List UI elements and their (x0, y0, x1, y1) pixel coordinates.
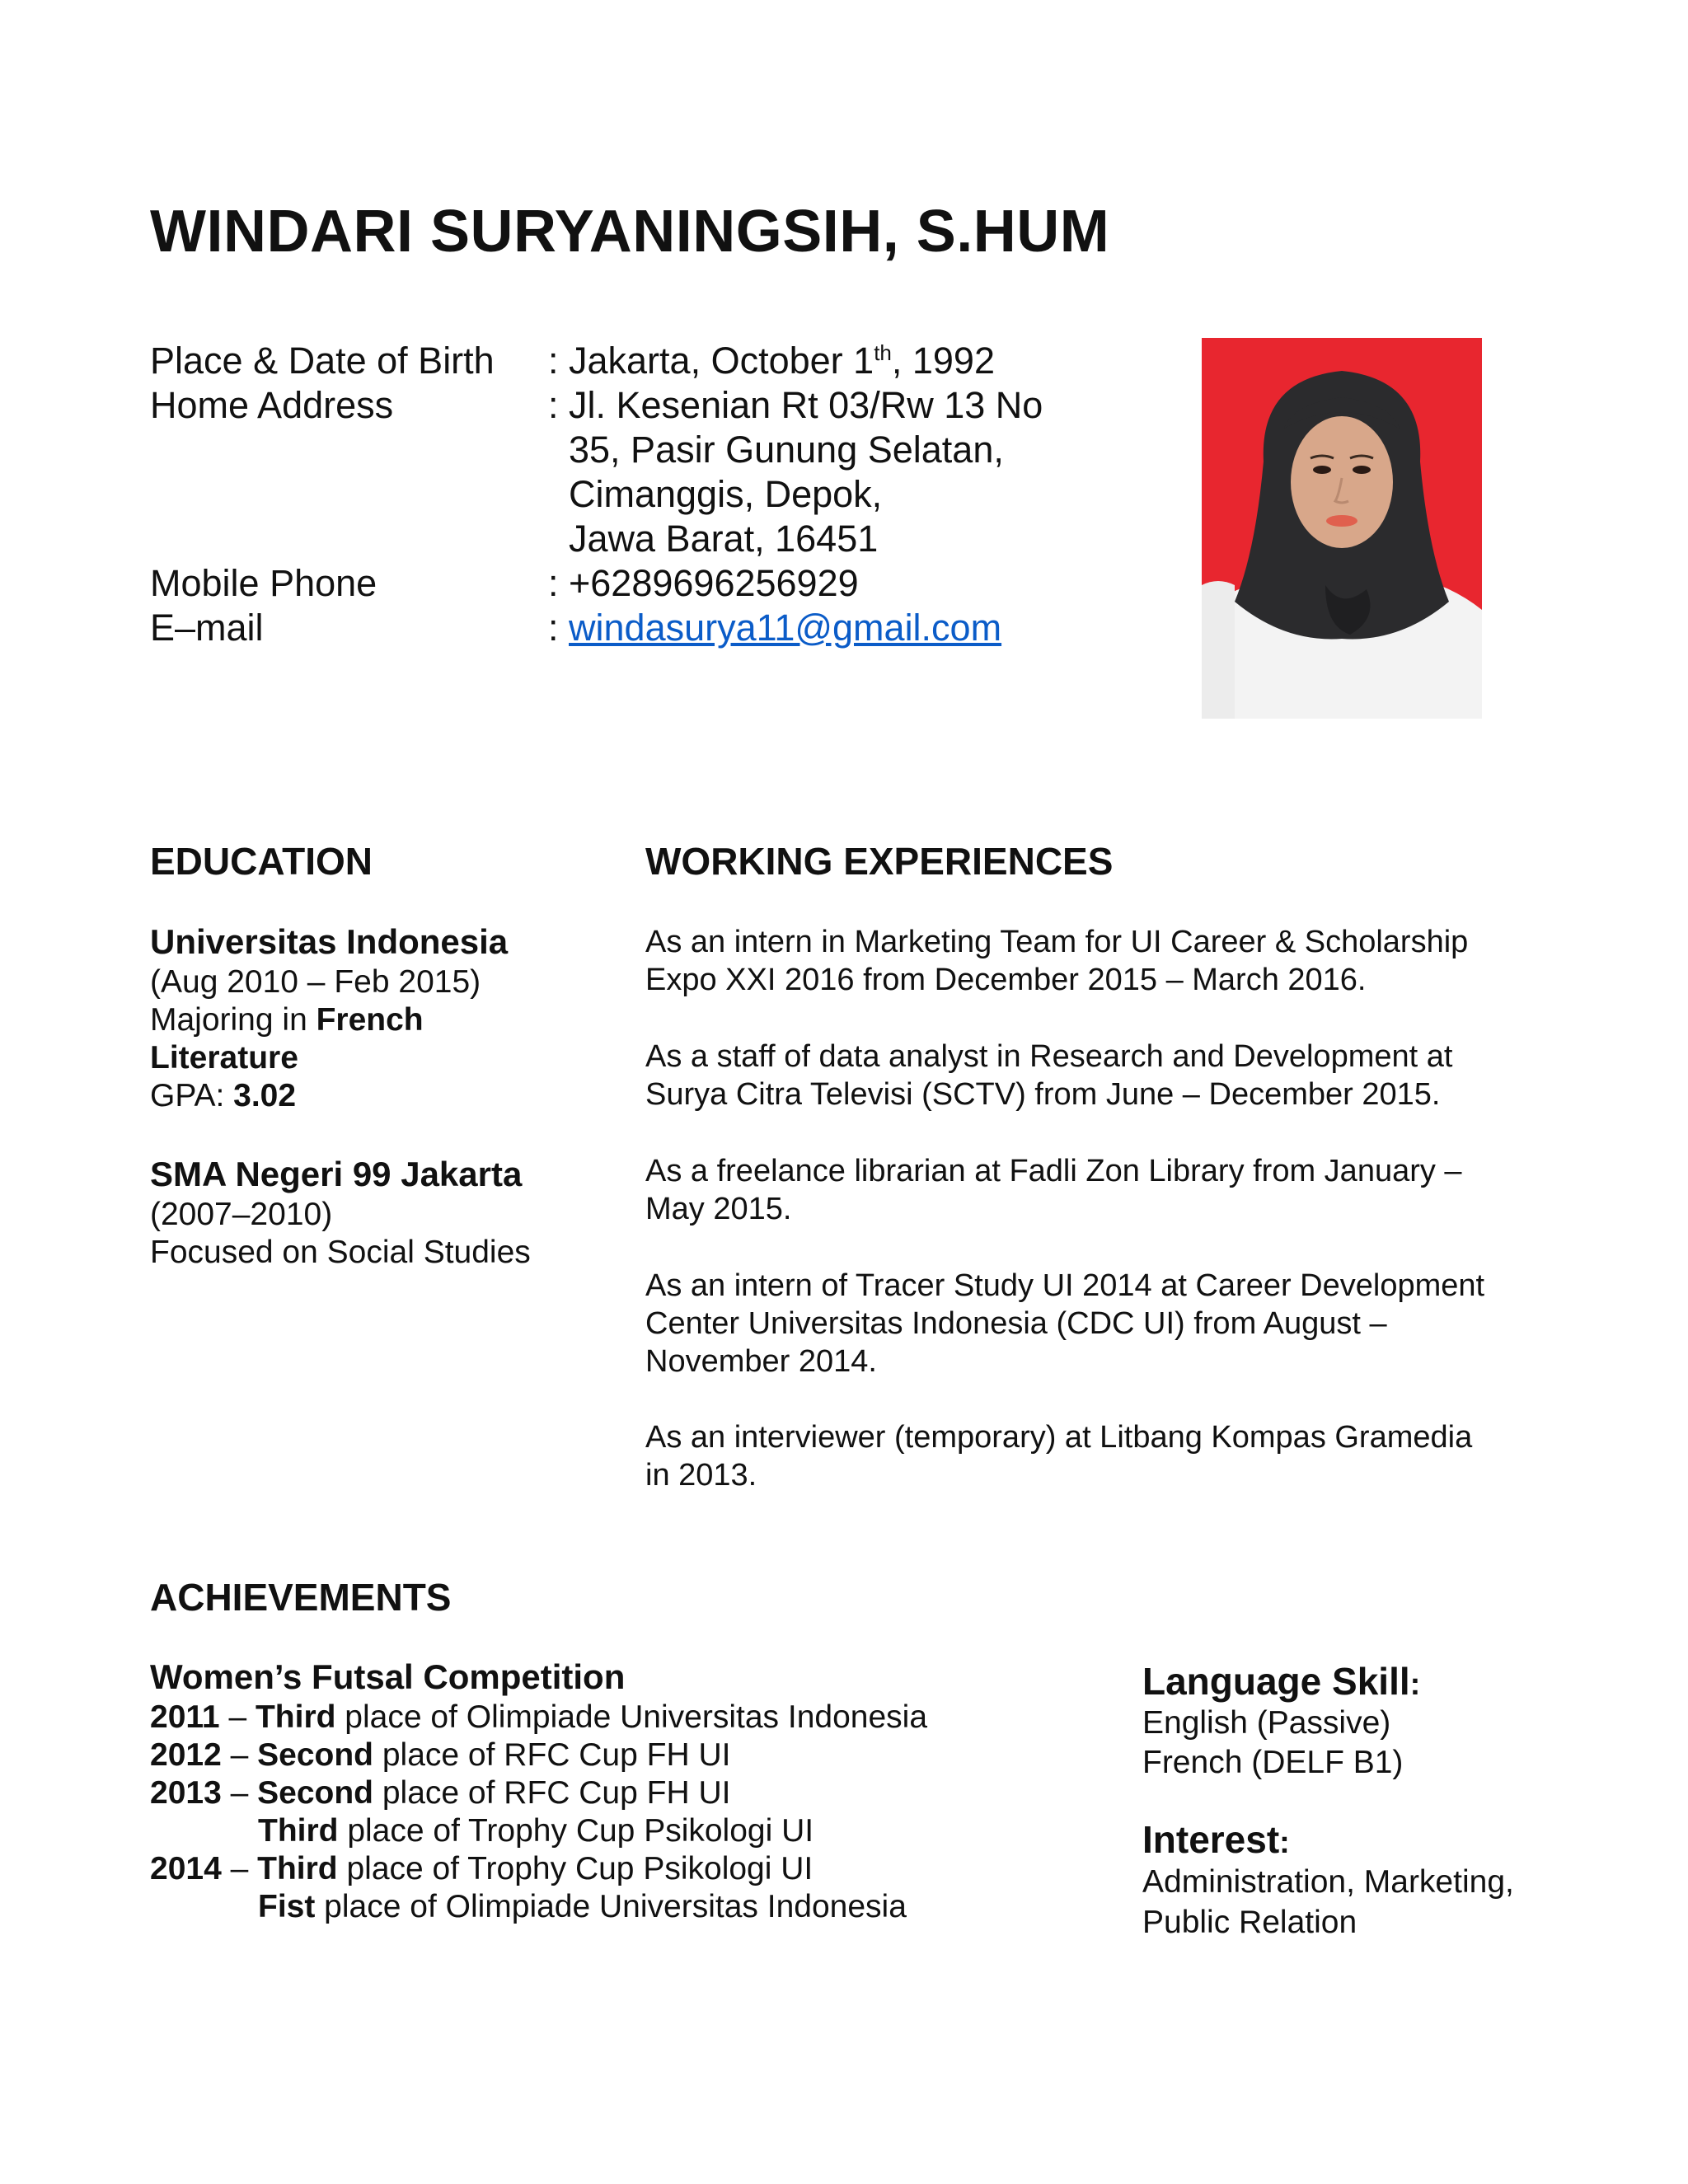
education-title: EDUCATION (150, 840, 373, 883)
achievement-item: Third place of Trophy Cup Psikologi UI (258, 1813, 814, 1849)
school-1-period: (Aug 2010 – Feb 2015) (150, 964, 481, 1000)
address-line-3: Cimanggis, Depok, (569, 473, 883, 515)
work-item: in 2013. (645, 1458, 757, 1493)
work-item: November 2014. (645, 1344, 877, 1379)
achievement-item: 2012 – Second place of RFC Cup FH UI (150, 1737, 731, 1773)
achievement-item: 2014 – Third place of Trophy Cup Psikologi UI (150, 1851, 814, 1886)
work-item: As a freelance librarian at Fadli Zon Library from January – (645, 1154, 1462, 1188)
work-item: May 2015. (645, 1192, 792, 1226)
work-item: As a staff of data analyst in Research and Development at (645, 1039, 1453, 1074)
email-link[interactable]: windasurya11@gmail.com (569, 607, 1002, 649)
phone-value: : +6289696256929 (548, 562, 859, 604)
language-item: French (DELF B1) (1142, 1745, 1404, 1780)
interest-line: Public Relation (1142, 1905, 1357, 1940)
birth-label: Place & Date of Birth (150, 340, 495, 382)
work-item: Center Universitas Indonesia (CDC UI) from August – (645, 1306, 1387, 1341)
work-item: As an intern of Tracer Study UI 2014 at Career Development (645, 1268, 1485, 1303)
school-2-focus: Focused on Social Studies (150, 1235, 531, 1270)
school-1-major-cont: Literature (150, 1040, 298, 1076)
work-item: Expo XXI 2016 from December 2015 – March 2016. (645, 963, 1367, 997)
achievements-title: ACHIEVEMENTS (150, 1576, 452, 1619)
school-2-name: SMA Negeri 99 Jakarta (150, 1155, 523, 1193)
school-1-gpa: GPA: 3.02 (150, 1078, 297, 1113)
page-title: WINDARI SURYANINGSIH, S.HUM (150, 199, 1110, 265)
school-1-major: Majoring in French (150, 1002, 424, 1038)
work-item: Surya Citra Televisi (SCTV) from June – December 2015. (645, 1077, 1441, 1112)
interest-title: Interest: (1142, 1818, 1290, 1861)
address-line-1: : Jl. Kesenian Rt 03/Rw 13 No (548, 384, 1043, 426)
work-item: As an intern in Marketing Team for UI Career & Scholarship (645, 925, 1469, 959)
work-item: As an interviewer (temporary) at Litbang Kompas Gramedia (645, 1420, 1473, 1455)
language-skill-title: Language Skill: (1142, 1660, 1421, 1703)
phone-label: Mobile Phone (150, 562, 377, 604)
achievement-item: Fist place of Olimpiade Universitas Indonesia (258, 1889, 907, 1924)
address-line-2: 35, Pasir Gunung Selatan, (569, 429, 1004, 471)
portrait-photo (1202, 338, 1482, 719)
portrait-icon (1202, 338, 1482, 719)
achievement-item: 2011 – Third place of Olimpiade Universitas Indonesia (150, 1699, 928, 1735)
email-row: : windasurya11@gmail.com (548, 607, 1002, 649)
school-2-period: (2007–2010) (150, 1197, 333, 1232)
work-title: WORKING EXPERIENCES (645, 840, 1114, 883)
birth-value: : Jakarta, October 1th, 1992 (548, 340, 995, 382)
school-1-name: Universitas Indonesia (150, 922, 509, 961)
address-label: Home Address (150, 384, 394, 426)
language-item: English (Passive) (1142, 1705, 1391, 1741)
email-label: E–mail (150, 607, 264, 649)
achievements-subtitle: Women’s Futsal Competition (150, 1657, 626, 1696)
interest-line: Administration, Marketing, (1142, 1864, 1514, 1900)
address-line-4: Jawa Barat, 16451 (569, 518, 879, 560)
achievement-item: 2013 – Second place of RFC Cup FH UI (150, 1775, 731, 1811)
